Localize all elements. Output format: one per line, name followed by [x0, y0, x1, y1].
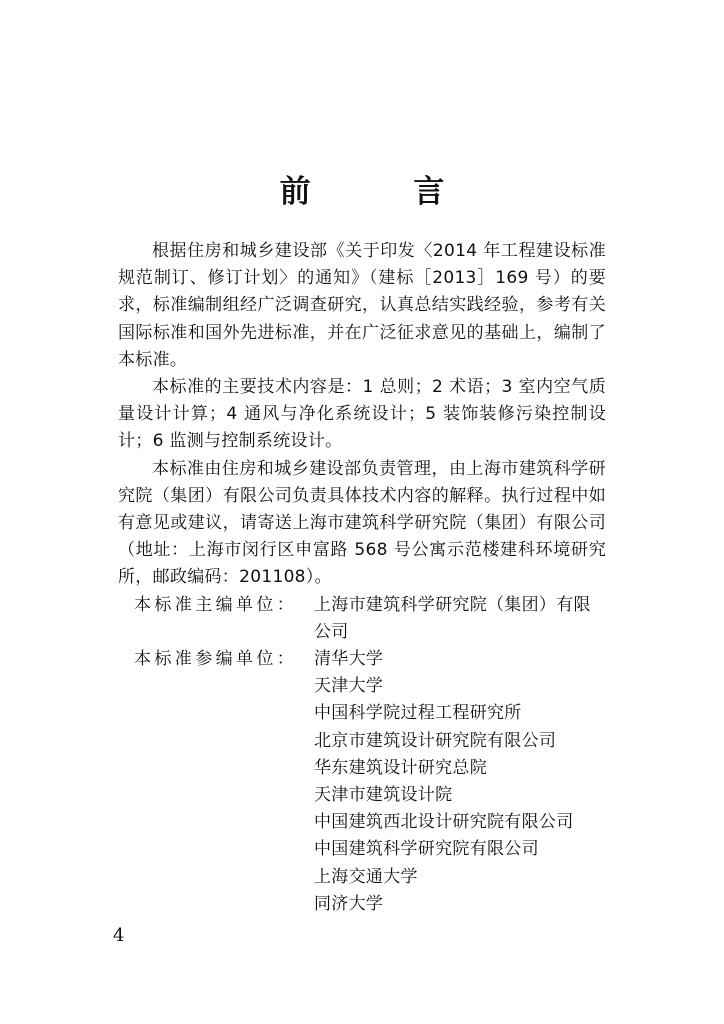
page-number: 4	[113, 925, 125, 946]
participant-org: 上海交通大学	[314, 866, 418, 887]
participants-block	[118, 646, 606, 918]
participant-org: 中国建筑西北设计研究院有限公司	[314, 812, 574, 833]
chief-editor-label: 本标准主编单位：	[134, 594, 298, 615]
participant-org: 华东建筑设计研究总院	[314, 757, 487, 778]
participants-label: 本标准参编单位：	[134, 649, 298, 670]
participant-org: 同济大学	[314, 893, 384, 914]
foreword-body	[118, 238, 606, 918]
participant-org: 北京市建筑设计研究院有限公司	[314, 730, 557, 751]
chief-editor-org: 上海市建筑科学研究院（集团）有限公司	[314, 594, 591, 642]
paragraph-background: 根据住房和城乡建设部《关于印发〈2014 年工程建设标准规范制订、修订计划〉的通知》（建标［2013］169 号）的要求，标准编制组经广泛调查研究，认真总结实践经验，参考有关国际标准和国外先进标准，并在广泛征求意见的基础上，编制了本标准。	[118, 241, 606, 370]
participants-row	[118, 646, 606, 918]
chief-editor-block	[118, 592, 606, 646]
page-title: 前 言	[279, 174, 491, 210]
participant-org: 天津市建筑设计院	[314, 785, 453, 806]
participant-org: 中国建筑科学研究院有限公司	[314, 839, 539, 860]
paragraph-contents: 本标准的主要技术内容是：1 总则；2 术语；3 室内空气质量设计计算；4 通风与净化系统设计；5 装饰装修污染控制设计；6 监测与控制系统设计。	[118, 377, 606, 452]
participant-org: 天津大学	[314, 676, 384, 697]
paragraph-management: 本标准由住房和城乡建设部负责管理，由上海市建筑科学研究院（集团）有限公司负责具体技术内容的解释。执行过程中如有意见或建议，请寄送上海市建筑科学研究院（集团）有限公司（地址：上海市闵行区申富路 568 号公寓示范楼建科环境研究所，邮政编码：201108）。	[118, 458, 606, 588]
participant-org: 中国科学院过程工程研究所	[314, 703, 522, 724]
participant-org: 清华大学	[314, 649, 384, 670]
participants-list	[296, 646, 606, 918]
chief-editor-row	[118, 592, 606, 646]
chief-editor-list	[296, 592, 606, 646]
